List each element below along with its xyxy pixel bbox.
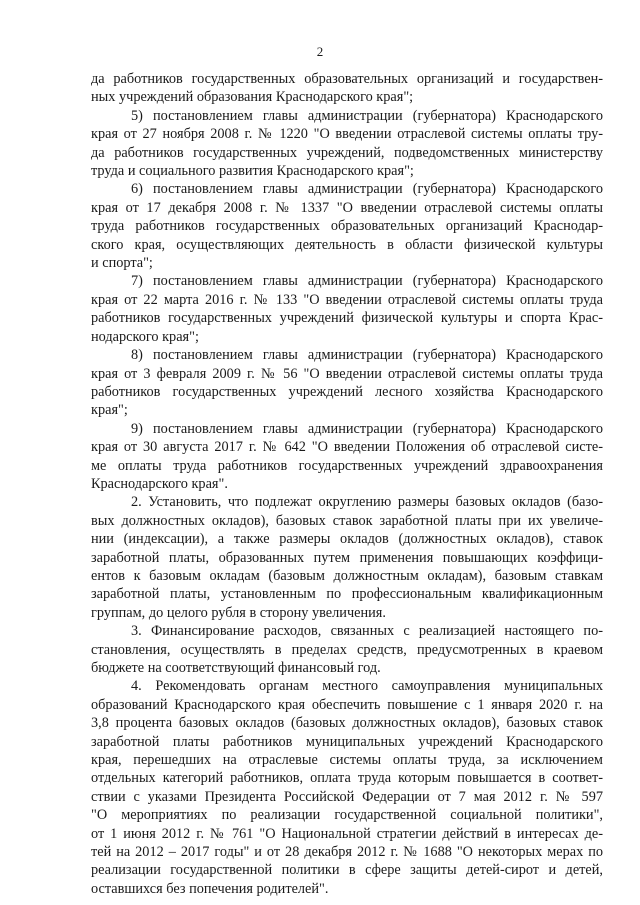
text-line: края от 27 ноября 2008 г. № 1220 "О введении отраслевой системы оплаты тру-	[91, 126, 603, 143]
text-line: 9) постановлением главы администрации (губернатора) Краснодарского	[131, 420, 603, 437]
text-line: 7) постановлением главы администрации (губернатора) Краснодарского	[131, 273, 603, 290]
text-line: 6) постановлением главы администрации (губернатора) Краснодарского	[131, 181, 603, 198]
text-line: от 1 июня 2012 г. № 761 "О Национальной стратегии действий в интересах де-	[91, 825, 603, 842]
text-line: края от 22 марта 2016 г. № 133 "О введении отраслевой системы оплаты труда	[91, 291, 603, 308]
text-line: 4. Рекомендовать органам местного самоуправления муниципальных	[131, 678, 603, 695]
text-line: "О мероприятиях по реализации государственной социальной политики",	[91, 807, 603, 824]
text-line: группам, до целого рубля в сторону увеличения.	[91, 604, 386, 621]
text-line: да работников государственных учреждений, подведомственных министерству	[91, 144, 603, 161]
text-line: ского края, осуществляющих деятельность в области физической культуры	[91, 236, 603, 253]
text-line: нодарского края";	[91, 328, 199, 345]
text-line: реализации государственной политики в сфере защиты детей-сирот и детей,	[91, 862, 603, 879]
text-line: ентов к базовым окладам (базовым должностным окладам), базовым ставкам	[91, 567, 603, 584]
document-body	[91, 70, 603, 898]
page-number: 2	[316, 44, 324, 59]
text-line: края";	[91, 402, 128, 419]
text-line: Краснодарского края".	[91, 475, 228, 492]
text-line: края от 17 декабря 2008 г. № 1337 "О введении отраслевой системы оплаты	[91, 199, 603, 216]
text-line: ме оплаты труда работников государственных учреждений здравоохранения	[91, 457, 603, 474]
text-line: 5) постановлением главы администрации (губернатора) Краснодарского	[131, 107, 603, 124]
text-line: работников государственных учреждений лесного хозяйства Краснодарского	[91, 383, 603, 400]
text-line: нии (индексации), а также размеры окладов (должностных окладов), ставок	[91, 531, 603, 548]
text-line: труда работников государственных образовательных организаций Краснодар-	[91, 218, 603, 235]
text-line: и спорта";	[91, 255, 153, 272]
text-line: работников государственных учреждений физической культуры и спорта Крас-	[91, 310, 603, 327]
text-line: края от 3 февраля 2009 г. № 56 "О введении отраслевой системы оплаты труда	[91, 365, 603, 382]
text-line: отдельных категорий работников, оплата труда которым повышается в соответ-	[91, 770, 603, 787]
text-line: образований Краснодарского края обеспечить повышение с 1 января 2020 г. на	[91, 696, 603, 713]
text-line: заработной платы, установленным по профессиональным квалификационным	[91, 586, 603, 603]
text-line: тей на 2012 – 2017 годы" и от 28 декабря 2012 г. № 1688 "О некоторых мерах по	[91, 844, 603, 861]
text-line: да работников государственных образовательных организаций и государствен-	[91, 71, 603, 87]
text-line: 2. Установить, что подлежат округлению размеры базовых окладов (базо-	[131, 494, 603, 511]
text-line: заработной платы, образованных путем применения повышающих коэффици-	[91, 549, 603, 566]
text-line: края от 30 августа 2017 г. № 642 "О введении Положения об отраслевой систе-	[91, 439, 603, 456]
text-line: 8) постановлением главы администрации (губернатора) Краснодарского	[131, 347, 603, 364]
text-line: ных учреждений образования Краснодарского края";	[91, 89, 414, 106]
text-line: 3. Финансирование расходов, связанных с реализацией настоящего по-	[131, 623, 603, 640]
text-line: края, перешедших на отраслевые системы оплаты труда, за исключением	[91, 752, 603, 769]
text-line: вых должностных окладов), базовых ставок заработной платы при их увеличе-	[91, 512, 603, 529]
text-line: бюджете на соответствующий финансовый год.	[91, 660, 381, 676]
text-line: ствии с указами Президента Российской Федерации от 7 мая 2012 г. № 597	[91, 788, 603, 805]
text-line: заработной платы работников муниципальных учреждений Краснодарского	[91, 733, 603, 750]
text-line: 3,8 процента базовых окладов (базовых должностных окладов), базовых ставок	[91, 715, 603, 732]
text-line: оставшихся без попечения родителей".	[91, 880, 329, 897]
text-line: труда и социального развития Краснодарского края";	[91, 163, 414, 180]
text-line: становления, осуществлять в пределах средств, предусмотренных в краевом	[91, 641, 603, 658]
